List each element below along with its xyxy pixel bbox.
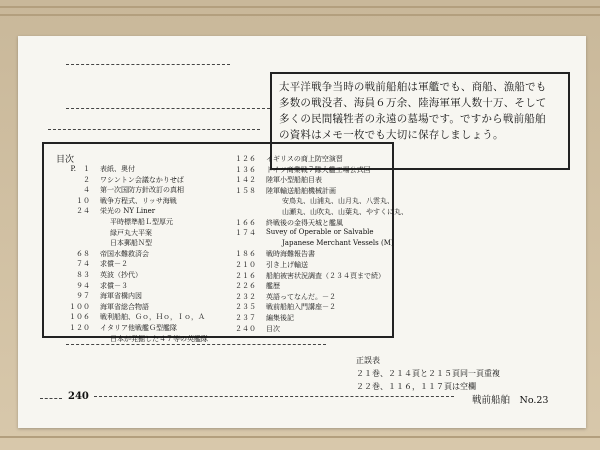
toc-page-number: １００ (69, 302, 90, 311)
toc-entry-label: 陸軍小型船舶目表 (266, 176, 322, 185)
background-line (0, 14, 600, 16)
toc-entry-label: 終戦後の金得天城と艦風 (266, 218, 343, 227)
toc-entry-label: 第一次国防方針改訂の真相 (100, 186, 184, 195)
toc-page-number: １７４ (235, 229, 256, 238)
toc-page-number: ２１６ (235, 271, 256, 280)
toc-entry-label: 目次 (266, 324, 280, 333)
toc-entry (222, 228, 374, 238)
toc-entry (222, 249, 315, 259)
toc-page-number: ２２６ (235, 282, 256, 291)
toc-page-number: ２４ (76, 207, 90, 216)
toc-page-number: ８３ (76, 271, 90, 279)
memo-line: 太平洋戦争当時の戦前船舶は軍艦でも、商船、漁船でも (279, 81, 547, 93)
toc-entry-label: 戦争方程式、リッサ海戦 (100, 196, 177, 205)
toc-entry-label: 陸軍輸送船舶機械計画 (266, 186, 336, 195)
toc-entry-label: Suvey of Operable or Salvable (266, 228, 374, 237)
toc-entry (52, 312, 205, 322)
memo-line: 多数の戦没者、海員６万余、陸海軍軍人数十万、そして (279, 97, 547, 109)
toc-page-number: １２０ (69, 324, 90, 332)
toc-entry-label: 日本郵船Ｎ型 (110, 239, 152, 248)
toc-entry (222, 165, 371, 175)
memo-line: 多くの民間犠牲者の永遠の墓場です。ですから戦前船舶 (279, 113, 546, 125)
errata-title: 正誤表 (356, 356, 380, 365)
toc-page-number: １６６ (235, 218, 256, 227)
toc-entry-label: 艦歴 (266, 282, 280, 291)
toc-page-number: ２３２ (235, 292, 256, 301)
toc-page-number: ４ (83, 186, 90, 195)
toc-page-number: １４２ (235, 176, 256, 185)
background-line (0, 436, 600, 438)
page-number: 240 (68, 391, 89, 402)
toc-entry (222, 154, 343, 164)
background-line (0, 6, 600, 8)
toc-page-number: １３６ (235, 165, 256, 174)
toc-entry-label: ドイツ商業戦７隊大艦工場公式回 (266, 165, 371, 174)
toc-entry (52, 196, 177, 206)
footer-dashed-rule (40, 398, 62, 399)
toc-entry-label: イタリア他戦艦Ｇ型艦隊 (100, 324, 177, 332)
toc-entry-label: 戦前船舶入門講座－２ (266, 303, 336, 312)
toc-entry (52, 270, 142, 280)
toc-entry-label: 帝国水難救済会 (100, 249, 149, 258)
toc-entry (52, 323, 177, 333)
toc-entry (222, 271, 385, 281)
toc-entry-label: 平時標準船Ｌ型厚元 (110, 218, 173, 226)
toc-page-number: １５８ (235, 186, 256, 195)
toc-page-number: ２３５ (235, 303, 256, 312)
errata-line: ２２巻、１１６，１１７頁は空欄 (356, 382, 476, 391)
toc-entry-label: 表紙、奥付 (100, 165, 135, 173)
toc-entry (52, 334, 208, 343)
top-dashed-rule (66, 64, 230, 65)
toc-entry-label: 戦利船舶、Ｇｏ，Ｈｏ，Ｉｏ，Ａ (100, 313, 205, 322)
toc-page-number: ６８ (76, 249, 90, 258)
toc-page-number: １０ (76, 196, 90, 205)
toc-entry (222, 281, 280, 291)
toc-entry-label: 引き上げ輸送 (266, 261, 308, 269)
toc-entry (222, 302, 336, 312)
journal-title: 戦前船舶 No.23 (472, 395, 549, 406)
toc-page-number: P. １ (70, 165, 90, 173)
toc-entry-label: 戦時海難報告書 (266, 250, 315, 259)
document-page (18, 36, 586, 428)
footer-dashed-rule (94, 396, 454, 397)
mid-dashed-rule (66, 108, 270, 109)
toc-entry-label: 編集後記 (266, 314, 294, 322)
toc-page-number: ７４ (76, 260, 90, 269)
toc-entry-label: 求償－２ (100, 260, 128, 269)
lower-dashed-rule (66, 344, 326, 345)
errata-line: ２１巻、２１４頁と２１５頁同一頁重複 (356, 369, 500, 378)
toc-entry (222, 196, 394, 206)
toc-entry-label: 求償－３ (100, 281, 128, 290)
toc-entry (52, 238, 152, 248)
toc-page-number: １２６ (235, 155, 256, 163)
toc-entry (52, 281, 128, 291)
toc-page-number: １８６ (235, 250, 256, 259)
toc-entry-label: 海軍省総合物語 (100, 302, 149, 311)
toc-entry-label: 緑戸丸大平案 (110, 228, 152, 237)
toc-title: 目次 (56, 155, 75, 165)
toc-entry (52, 175, 184, 185)
mid-dashed-rule (48, 129, 260, 130)
errata-section (356, 354, 500, 393)
toc-entry (52, 206, 156, 216)
toc-entry (52, 291, 142, 301)
toc-entry (222, 260, 308, 270)
toc-entry (222, 175, 322, 185)
toc-entry-label: 日本が発掘した４７等の英艦隊 (110, 334, 208, 343)
toc-page-number: ２ (83, 175, 90, 184)
toc-entry (52, 164, 135, 174)
toc-entry (52, 228, 152, 237)
toc-entry (52, 217, 173, 226)
toc-entry-label: 山瀬丸、山吹丸、山葉丸、やすくに丸、 (282, 208, 408, 216)
toc-entry (52, 185, 184, 195)
toc-entry (222, 218, 343, 228)
toc-entry (222, 324, 280, 334)
toc-entry (222, 313, 294, 323)
memo-line: の資料はメモ一枚でも大切に保存しましょう。 (279, 129, 504, 141)
toc-page-number: ２３７ (235, 314, 256, 322)
toc-page-number: ２１０ (235, 261, 256, 269)
toc-page-number: ９７ (76, 292, 90, 301)
toc-entry (222, 207, 408, 216)
toc-entry-label: 英語ってなんだ。－２ (266, 292, 336, 301)
toc-entry-label: 英波（抄代） (100, 271, 142, 279)
toc-entry-label: 安鳥丸、山浦丸、山月丸、八雲丸、 (282, 197, 394, 206)
toc-entry-label: イギリスの商上防空演習 (266, 155, 343, 163)
toc-entry (222, 292, 336, 302)
toc-page-number: ２４０ (235, 324, 256, 333)
toc-entry-label: 船舶被害状況調査（２３４頁まで続） (266, 271, 385, 280)
toc-entry (52, 302, 149, 312)
toc-entry (52, 259, 128, 269)
toc-entry-label: Japanese Merchant Vessels (M) (282, 238, 394, 247)
toc-entry-label: 栄光の NY Liner (100, 207, 156, 216)
toc-entry (52, 249, 149, 259)
toc-entry (222, 238, 394, 247)
toc-page-number: ９４ (76, 281, 90, 290)
toc-entry-label: 海軍省構内図 (100, 292, 142, 301)
toc-entry-label: ワシントン会議なかりせば (100, 175, 184, 184)
toc-entry (222, 186, 336, 196)
toc-page-number: １０６ (69, 313, 90, 322)
